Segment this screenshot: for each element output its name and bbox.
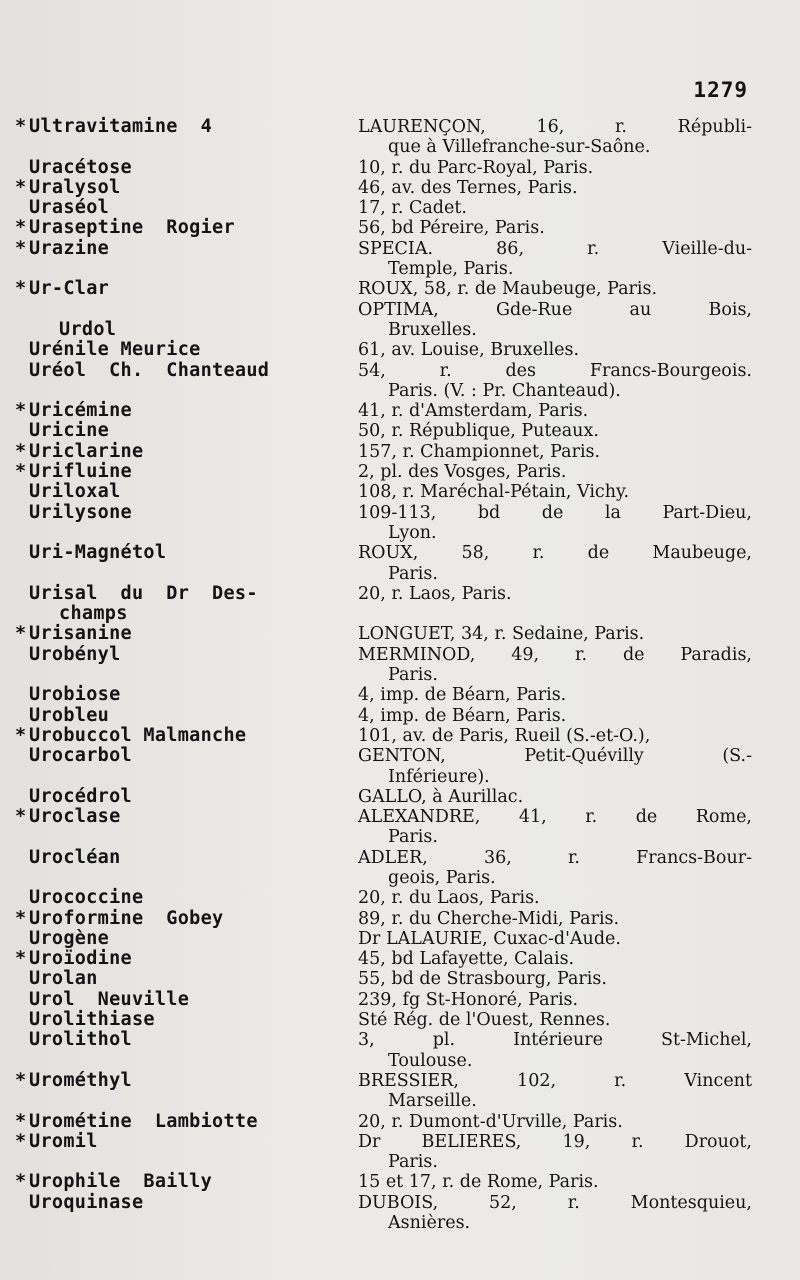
product-name-line	[15, 1172, 358, 1192]
list-item	[15, 645, 755, 686]
product-name-line	[15, 218, 358, 238]
product-name-text: Uriclarine	[29, 440, 144, 462]
product-name-line	[15, 706, 358, 726]
list-item	[15, 1132, 755, 1173]
product-name-text: Uriloxal	[29, 481, 121, 503]
product-name-line	[15, 482, 358, 502]
list-item	[15, 279, 755, 299]
product-name	[15, 706, 358, 726]
list-item	[15, 361, 755, 402]
address-line: GALLO, à Aurillac.	[358, 786, 524, 807]
product-name-text: Uroquinase	[29, 1191, 144, 1213]
address-line: 239, fg St-Honoré, Paris.	[358, 989, 579, 1010]
list-item	[15, 888, 755, 908]
product-name-line	[15, 746, 358, 766]
address-line: 20, r. Laos, Paris.	[358, 583, 512, 604]
list-item	[15, 300, 755, 341]
manufacturer-address	[358, 1172, 752, 1192]
product-name	[15, 218, 358, 238]
address-line: Bruxelles.	[388, 319, 477, 340]
address-line: ADLER, 36, r. Francs-Bour-	[358, 847, 752, 868]
product-name-line	[15, 158, 358, 178]
address-line: LAURENÇON, 16, r. Républi-	[358, 117, 752, 137]
address-line: Temple, Paris.	[388, 259, 514, 280]
product-name	[15, 503, 358, 523]
product-name-line	[15, 604, 358, 624]
product-name	[15, 117, 358, 137]
product-name	[15, 949, 358, 969]
list-item	[15, 949, 755, 969]
address-line: 4, imp. de Béarn, Paris.	[358, 685, 567, 706]
list-item	[15, 1030, 755, 1071]
product-name	[15, 300, 358, 341]
list-item	[15, 401, 755, 421]
manufacturer-address	[358, 1030, 752, 1071]
list-item	[15, 990, 755, 1010]
address-line: 41, r. d'Amsterdam, Paris.	[358, 401, 589, 422]
address-line: Paris.	[388, 665, 438, 686]
product-name	[15, 198, 358, 218]
product-name	[15, 543, 358, 563]
product-name	[15, 929, 358, 949]
product-name-text: Uricémine	[29, 400, 132, 422]
address-line: Marseille.	[388, 1091, 477, 1112]
product-name-line	[15, 1132, 358, 1152]
manufacturer-address	[358, 726, 752, 746]
address-line: Paris.	[388, 1152, 438, 1173]
product-name	[15, 1193, 358, 1213]
product-name-text: Urophile Bailly	[29, 1171, 213, 1193]
product-name	[15, 624, 358, 644]
manufacturer-address	[358, 239, 752, 280]
address-line: GENTON, Petit-Quévilly (S.-	[358, 746, 752, 767]
address-line: 10, r. du Parc-Royal, Paris.	[358, 157, 594, 178]
manufacturer-address	[358, 361, 752, 402]
product-name-text: Uraséol	[29, 197, 110, 219]
product-name-text: Urifluine	[29, 461, 132, 483]
star-marker: *	[15, 623, 27, 645]
manufacturer-address	[358, 198, 752, 218]
list-item	[15, 1010, 755, 1030]
page-number: 1279	[693, 78, 748, 102]
product-name	[15, 340, 358, 360]
product-name-line	[15, 198, 358, 218]
manufacturer-address	[358, 218, 752, 238]
address-line: Paris.	[388, 563, 438, 584]
product-name-line	[15, 421, 358, 441]
product-name-line	[15, 320, 358, 340]
product-name	[15, 462, 358, 482]
product-name-text: Uréol Ch. Chanteaud	[29, 359, 270, 381]
manufacturer-address	[358, 969, 752, 989]
product-name-text: Urolithol	[29, 1029, 132, 1051]
manufacturer-address	[358, 421, 752, 441]
product-name-line	[15, 503, 358, 523]
address-line: DUBOIS, 52, r. Montesquieu,	[358, 1192, 752, 1213]
list-item	[15, 706, 755, 726]
product-name-line	[15, 949, 358, 969]
address-line: Paris. (V. : Pr. Chanteaud).	[388, 380, 621, 401]
product-name	[15, 685, 358, 705]
address-line: Dr BELIERES, 19, r. Drouot,	[358, 1131, 752, 1152]
product-name-text: Urolan	[29, 968, 98, 990]
product-name-text: Uracétose	[29, 156, 132, 178]
address-line: 89, r. du Cherche-Midi, Paris.	[358, 908, 620, 929]
product-name	[15, 848, 358, 868]
product-name-line	[15, 1193, 358, 1213]
product-name	[15, 990, 358, 1010]
product-name-line	[15, 685, 358, 705]
product-name-line	[15, 543, 358, 563]
manufacturer-address	[358, 279, 752, 299]
product-name-text: Urobleu	[29, 704, 110, 726]
address-line: 15 et 17, r. de Rome, Paris.	[358, 1172, 599, 1193]
product-name-text: Urobényl	[29, 643, 121, 665]
product-name	[15, 1112, 358, 1132]
address-line: 4, imp. de Béarn, Paris.	[358, 705, 567, 726]
product-name	[15, 807, 358, 827]
manufacturer-address	[358, 1071, 752, 1112]
product-name-line	[15, 787, 358, 807]
star-marker: *	[15, 1171, 27, 1193]
manufacturer-address	[358, 990, 752, 1010]
address-line: ALEXANDRE, 41, r. de Rome,	[358, 807, 752, 828]
address-line: 2, pl. des Vosges, Paris.	[358, 462, 567, 483]
product-name-line	[15, 401, 358, 421]
product-name-line	[15, 1071, 358, 1091]
product-name-text: Urdol	[59, 318, 117, 340]
product-name-text: Urocédrol	[29, 785, 132, 807]
address-line: 20, r. Dumont-d'Urville, Paris.	[358, 1111, 623, 1132]
product-name-line	[15, 178, 358, 198]
manufacturer-address	[358, 1193, 752, 1234]
product-name-line	[15, 645, 358, 665]
manufacturer-address	[358, 909, 752, 929]
product-name	[15, 787, 358, 807]
manufacturer-address	[358, 442, 752, 462]
list-item	[15, 117, 755, 158]
list-item	[15, 198, 755, 218]
list-item	[15, 442, 755, 462]
list-item	[15, 239, 755, 280]
list-item	[15, 787, 755, 807]
star-marker: *	[15, 461, 27, 483]
address-line: LONGUET, 34, r. Sedaine, Paris.	[358, 624, 645, 645]
product-name	[15, 401, 358, 421]
product-name	[15, 746, 358, 766]
manufacturer-address	[358, 482, 752, 502]
product-name-text: Urazine	[29, 237, 110, 259]
product-name	[15, 1030, 358, 1050]
product-name-line	[15, 239, 358, 259]
address-line: 3, pl. Intérieure St-Michel,	[358, 1030, 752, 1051]
product-name-text: Urénile Meurice	[29, 339, 201, 361]
list-item	[15, 218, 755, 238]
manufacturer-address	[358, 584, 752, 604]
list-item	[15, 584, 755, 625]
product-name-text: Urol Neuville	[29, 988, 190, 1010]
product-name-line	[15, 1112, 358, 1132]
product-name-text: Urocarbol	[29, 745, 132, 767]
manufacturer-address	[358, 746, 752, 787]
address-line: Lyon.	[388, 522, 437, 543]
list-item	[15, 1071, 755, 1112]
address-line: MERMINOD, 49, r. de Paradis,	[358, 644, 752, 665]
star-marker: *	[15, 1110, 27, 1132]
address-line: 101, av. de Paris, Rueil (S.-et-O.),	[358, 725, 651, 746]
product-name-line	[15, 969, 358, 989]
list-item	[15, 909, 755, 929]
manufacturer-address	[358, 178, 752, 198]
product-name	[15, 158, 358, 178]
product-name-line	[15, 990, 358, 1010]
product-name-line	[15, 442, 358, 462]
product-name-text: Urométhyl	[29, 1069, 132, 1091]
product-name-line	[15, 340, 358, 360]
manufacturer-address	[358, 645, 752, 686]
product-name-text: Ultravitamine 4	[29, 116, 213, 137]
list-item	[15, 158, 755, 178]
list-item	[15, 685, 755, 705]
list-item	[15, 807, 755, 848]
product-name	[15, 442, 358, 462]
product-name-text: Urobuccol Malmanche	[29, 724, 247, 746]
address-line: 17, r. Cadet.	[358, 198, 467, 219]
star-marker: *	[15, 1130, 27, 1152]
product-name-text: Urilysone	[29, 501, 132, 523]
address-line: SPECIA. 86, r. Vieille-du-	[358, 238, 752, 259]
address-line: Paris.	[388, 827, 438, 848]
product-name-line	[15, 1030, 358, 1050]
manufacturer-address	[358, 949, 752, 969]
product-name	[15, 421, 358, 441]
product-name	[15, 1172, 358, 1192]
product-name-text: Urisanine	[29, 623, 132, 645]
address-line: geois, Paris.	[388, 867, 496, 888]
product-name	[15, 969, 358, 989]
manufacturer-address	[358, 848, 752, 889]
product-name	[15, 909, 358, 929]
list-item	[15, 421, 755, 441]
product-name-line	[15, 726, 358, 746]
product-name-text: Uricine	[29, 420, 110, 442]
star-marker: *	[15, 176, 27, 198]
list-item	[15, 1193, 755, 1234]
product-name-line	[15, 807, 358, 827]
product-name	[15, 645, 358, 665]
product-name-text: Urogène	[29, 927, 110, 949]
list-item	[15, 848, 755, 889]
product-name-line	[15, 1010, 358, 1030]
list-item	[15, 726, 755, 746]
product-name-text: Uraseptine Rogier	[29, 217, 235, 239]
address-line: 45, bd Lafayette, Calais.	[358, 949, 575, 970]
manufacturer-address	[358, 888, 752, 908]
star-marker: *	[15, 217, 27, 239]
star-marker: *	[15, 724, 27, 746]
address-line: Asnières.	[388, 1213, 471, 1234]
product-name-text: champs	[59, 603, 128, 625]
list-item	[15, 1172, 755, 1192]
product-name	[15, 279, 358, 299]
manufacturer-address	[358, 117, 752, 158]
address-line: Sté Rég. de l'Ouest, Rennes.	[358, 1010, 611, 1031]
product-name-text: Uralysol	[29, 176, 121, 198]
product-name	[15, 1132, 358, 1152]
list-item	[15, 482, 755, 502]
star-marker: *	[15, 400, 27, 422]
address-line: 108, r. Maréchal-Pétain, Vichy.	[358, 482, 630, 503]
list-item	[15, 340, 755, 360]
product-name-text: Ur-Clar	[29, 278, 110, 300]
list-item	[15, 746, 755, 787]
list-item	[15, 624, 755, 644]
product-name-text: Urométine Lambiotte	[29, 1110, 258, 1132]
address-line: ROUX, 58, r. de Maubeuge,	[358, 543, 752, 564]
manufacturer-address	[358, 401, 752, 421]
list-item	[15, 503, 755, 544]
list-item	[15, 1112, 755, 1132]
address-line: Toulouse.	[388, 1050, 473, 1071]
star-marker: *	[15, 278, 27, 300]
product-name-text: Urocléan	[29, 846, 121, 868]
manufacturer-address	[358, 1010, 752, 1030]
product-name	[15, 888, 358, 908]
product-name-text: Uroïodine	[29, 948, 132, 970]
product-name	[15, 239, 358, 259]
list-item	[15, 969, 755, 989]
product-name-text: Urisal du Dr Des-	[29, 582, 258, 604]
list-item	[15, 929, 755, 949]
product-name-text: Urococcine	[29, 887, 144, 909]
address-line: 157, r. Championnet, Paris.	[358, 441, 601, 462]
star-marker: *	[15, 806, 27, 828]
star-marker: *	[15, 440, 27, 462]
spacer	[15, 300, 358, 320]
manufacturer-address	[358, 685, 752, 705]
product-name-text: Uroclase	[29, 806, 121, 828]
address-line: 56, bd Péreire, Paris.	[358, 218, 545, 239]
address-line: BRESSIER, 102, r. Vincent	[358, 1070, 752, 1091]
address-line: 50, r. République, Puteaux.	[358, 421, 599, 442]
address-line: 20, r. du Laos, Paris.	[358, 888, 540, 909]
manufacturer-address	[358, 706, 752, 726]
manufacturer-address	[358, 807, 752, 848]
list-item	[15, 178, 755, 198]
product-name-line	[15, 929, 358, 949]
product-name-line	[15, 888, 358, 908]
manufacturer-address	[358, 300, 752, 341]
star-marker: *	[15, 907, 27, 929]
address-line: 109-113, bd de la Part-Dieu,	[358, 502, 752, 523]
manufacturer-address	[358, 158, 752, 178]
address-line: ROUX, 58, r. de Maubeuge, Paris.	[358, 279, 658, 300]
product-name-text: Uroformine Gobey	[29, 907, 224, 929]
product-name	[15, 1071, 358, 1091]
star-marker: *	[15, 237, 27, 259]
product-name-text: Urobiose	[29, 684, 121, 706]
product-name-line	[15, 909, 358, 929]
manufacturer-address	[358, 1132, 752, 1173]
manufacturer-address	[358, 1112, 752, 1132]
product-name-line	[15, 624, 358, 644]
star-marker: *	[15, 116, 27, 137]
manufacturer-address	[358, 462, 752, 482]
product-name-line	[15, 279, 358, 299]
manufacturer-address	[358, 929, 752, 949]
product-name	[15, 1010, 358, 1030]
product-name-text: Uromil	[29, 1130, 98, 1152]
manufacturer-address	[358, 624, 752, 644]
product-name-line	[15, 361, 358, 381]
product-name-text: Urolithiase	[29, 1009, 155, 1031]
product-name-line	[15, 848, 358, 868]
star-marker: *	[15, 948, 27, 970]
product-name-line	[15, 462, 358, 482]
address-line: 61, av. Louise, Bruxelles.	[358, 340, 580, 361]
address-line: que à Villefranche-sur-Saône.	[388, 137, 651, 158]
manufacturer-address	[358, 787, 752, 807]
product-name-line	[15, 584, 358, 604]
address-line: 54, r. des Francs-Bourgeois.	[358, 360, 752, 381]
manufacturer-address	[358, 503, 752, 544]
product-name	[15, 584, 358, 625]
address-line: Inférieure).	[388, 766, 490, 787]
product-name	[15, 178, 358, 198]
product-name-text: Uri-Magnétol	[29, 542, 167, 564]
product-name	[15, 361, 358, 381]
product-name-line	[15, 117, 358, 137]
product-name	[15, 482, 358, 502]
address-line: OPTIMA, Gde-Rue au Bois,	[358, 299, 752, 320]
manufacturer-address	[358, 340, 752, 360]
address-line: Dr LALAURIE, Cuxac-d'Aude.	[358, 928, 621, 949]
entry-list	[15, 117, 755, 1233]
star-marker: *	[15, 1069, 27, 1091]
product-name	[15, 726, 358, 746]
address-line: 46, av. des Ternes, Paris.	[358, 177, 578, 198]
address-line: 55, bd de Strasbourg, Paris.	[358, 969, 607, 990]
manufacturer-address	[358, 543, 752, 584]
list-item	[15, 462, 755, 482]
list-item	[15, 543, 755, 584]
